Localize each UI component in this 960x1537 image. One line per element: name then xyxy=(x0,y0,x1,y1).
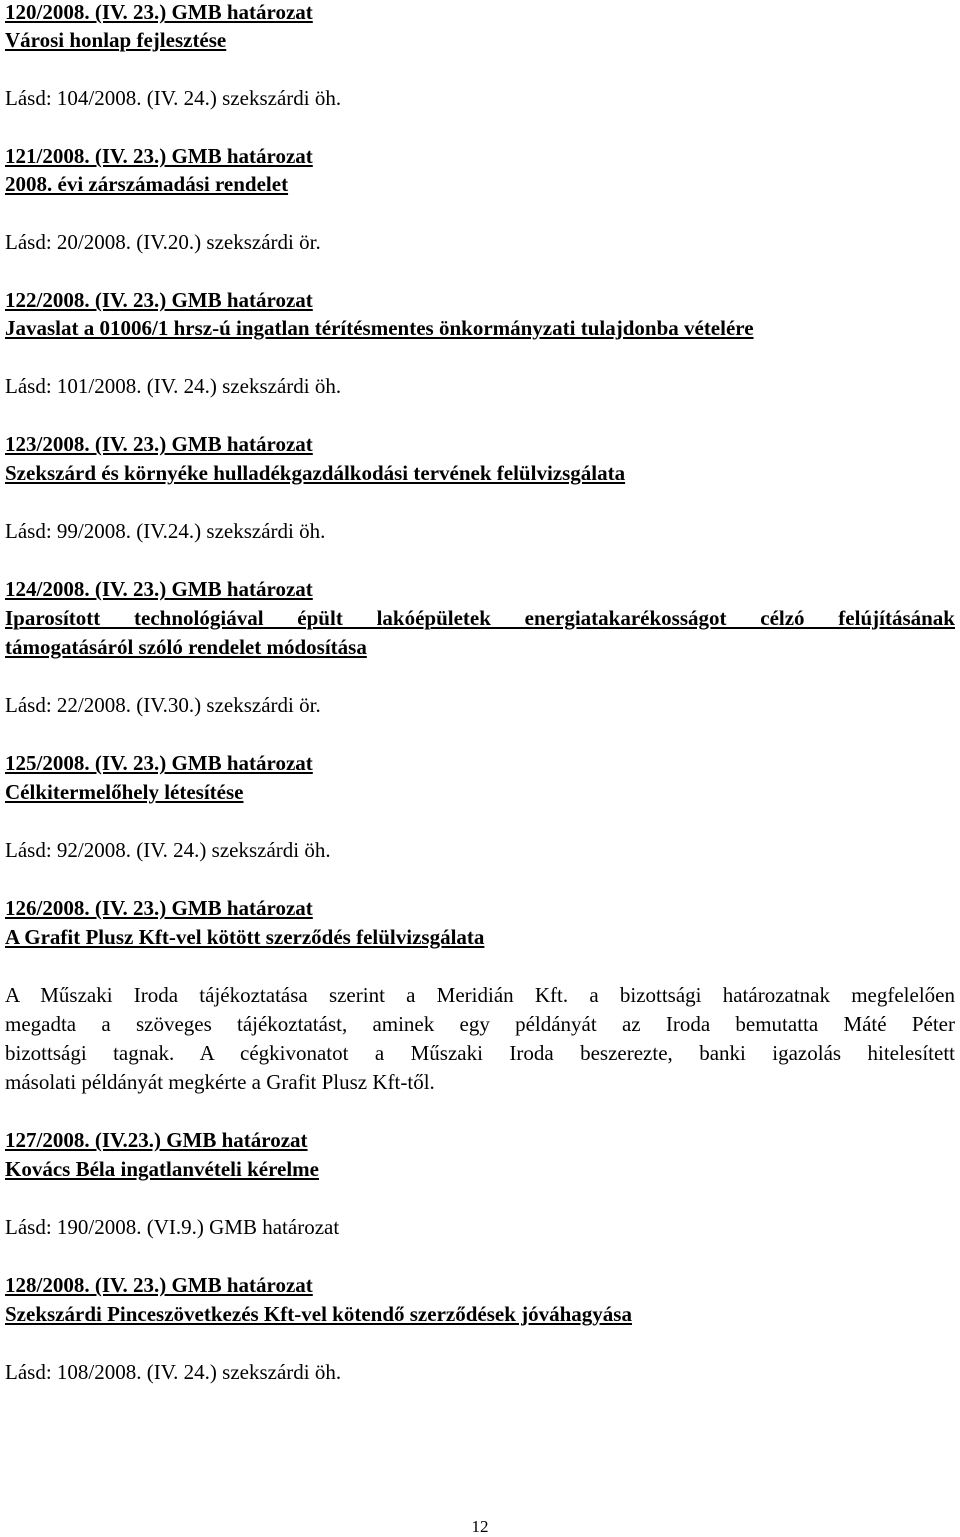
resolution-title: Javaslat a 01006/1 hrsz-ú ingatlan térítésmentes önkormányzati tulajdonba vételére xyxy=(5,316,754,340)
resolution-title: Kovács Béla ingatlanvételi kérelme xyxy=(5,1157,319,1181)
body-line: megadta a szöveges tájékoztatást, aminek egy példányát az Iroda bemutatta Máté Péter xyxy=(5,1012,955,1036)
page-number: 12 xyxy=(471,1517,489,1536)
resolution-title: Célkitermelőhely létesítése xyxy=(5,780,244,804)
resolution-heading: 125/2008. (IV. 23.) GMB határozat xyxy=(5,751,313,775)
resolution-heading: 123/2008. (IV. 23.) GMB határozat xyxy=(5,432,313,456)
reference-line: Lásd: 99/2008. (IV.24.) szekszárdi öh. xyxy=(5,519,326,543)
reference-line: Lásd: 20/2008. (IV.20.) szekszárdi ör. xyxy=(5,230,321,254)
body-line: bizottsági tagnak. A cégkivonatot a Műszaki Iroda beszerezte, banki igazolás hitelesített xyxy=(5,1041,955,1065)
body-line: A Műszaki Iroda tájékoztatása szerint a Meridián Kft. a bizottsági határozatnak megfelelően xyxy=(5,983,955,1007)
reference-line: Lásd: 92/2008. (IV. 24.) szekszárdi öh. xyxy=(5,838,331,862)
resolution-heading: 124/2008. (IV. 23.) GMB határozat xyxy=(5,577,313,601)
resolution-title: Szekszárdi Pinceszövetkezés Kft-vel kötendő szerződések jóváhagyása xyxy=(5,1302,632,1326)
resolution-heading: 127/2008. (IV.23.) GMB határozat xyxy=(5,1128,308,1152)
reference-line: Lásd: 22/2008. (IV.30.) szekszárdi ör. xyxy=(5,693,321,717)
body-line: másolati példányát megkérte a Grafit Plusz Kft-től. xyxy=(5,1070,435,1094)
resolution-heading: 121/2008. (IV. 23.) GMB határozat xyxy=(5,144,313,168)
resolution-title: 2008. évi zárszámadási rendelet xyxy=(5,172,289,196)
resolution-title-line-2: támogatásáról szóló rendelet módosítása xyxy=(5,635,367,659)
resolution-title: Szekszárd és környéke hulladékgazdálkodási tervének felülvizsgálata xyxy=(5,461,626,485)
resolution-title: A Grafit Plusz Kft-vel kötött szerződés felülvizsgálata xyxy=(5,925,485,949)
reference-line: Lásd: 101/2008. (IV. 24.) szekszárdi öh. xyxy=(5,374,342,398)
resolution-heading: 128/2008. (IV. 23.) GMB határozat xyxy=(5,1273,313,1297)
reference-line: Lásd: 108/2008. (IV. 24.) szekszárdi öh. xyxy=(5,1360,342,1384)
resolution-title: Városi honlap fejlesztése xyxy=(5,28,227,52)
resolution-title-line-1: Iparosított technológiával épült lakóépületek energiatakarékosságot célzó felújításának xyxy=(5,606,955,630)
resolution-heading: 126/2008. (IV. 23.) GMB határozat xyxy=(5,896,313,920)
reference-line: Lásd: 190/2008. (VI.9.) GMB határozat xyxy=(5,1215,340,1239)
reference-line: Lásd: 104/2008. (IV. 24.) szekszárdi öh. xyxy=(5,86,342,110)
resolution-heading: 122/2008. (IV. 23.) GMB határozat xyxy=(5,288,313,312)
resolution-heading: 120/2008. (IV. 23.) GMB határozat xyxy=(5,0,313,24)
